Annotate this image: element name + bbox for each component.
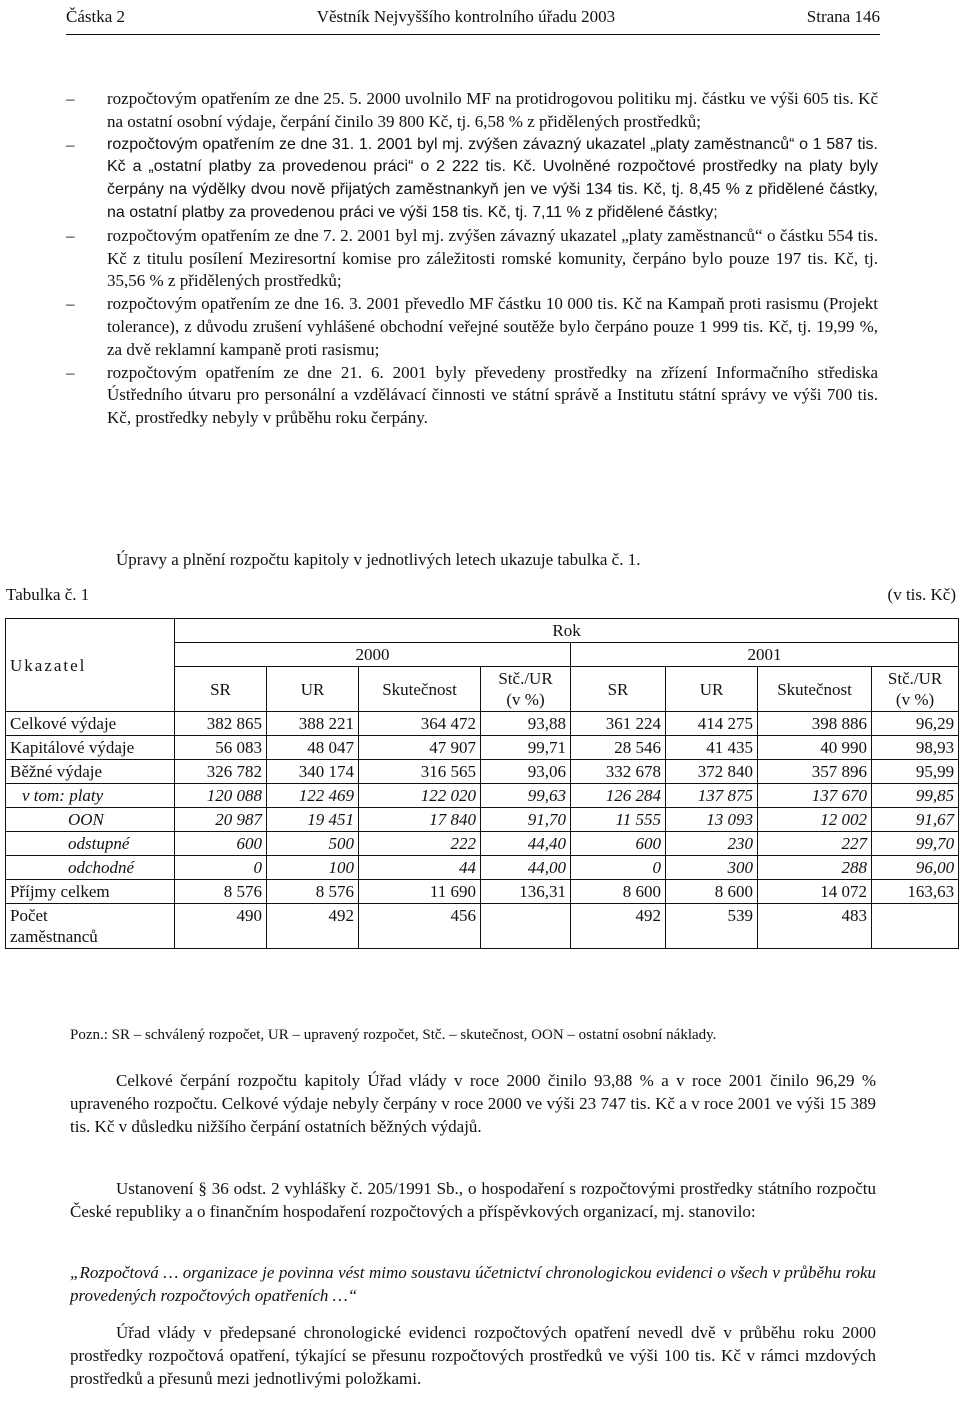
table-row — [6, 832, 959, 856]
table-cell: 122 469 — [267, 784, 359, 808]
table-row — [6, 784, 959, 808]
table-cell: 91,70 — [481, 808, 571, 832]
bullet-text: rozpočtovým opatřením ze dne 21. 6. 2001 byly převedeny prostředky na zřízení Informačního střediska Ústředního útvaru pro personální a vzdělávací činnosti ve státní správě a Institutu státní správy ve výši 700 tis. Kč, prostředky nebyly v průběhu roku čerpány. — [107, 362, 878, 428]
table-cell: 288 — [758, 856, 872, 880]
table-cell: 398 886 — [758, 712, 872, 736]
table-cell: 361 224 — [571, 712, 666, 736]
table-cell: 316 565 — [359, 760, 481, 784]
table-intro: Úpravy a plnění rozpočtu kapitoly v jednotlivých letech ukazuje tabulka č. 1. — [116, 550, 641, 569]
rok-header: Rok — [175, 619, 959, 643]
header-journal-title: Věstník Nejvyššího kontrolního úřadu 2003 — [316, 6, 616, 26]
col-header: UR — [666, 667, 758, 712]
table-row — [6, 712, 959, 736]
col-header: SR — [571, 667, 666, 712]
table-cell: 492 — [267, 904, 359, 949]
table-cell: 93,88 — [481, 712, 571, 736]
table-cell: 8 600 — [571, 880, 666, 904]
table-row — [6, 856, 959, 880]
table-cell: 41 435 — [666, 736, 758, 760]
table-cell: 136,31 — [481, 880, 571, 904]
col-header-pct: (v %) — [506, 690, 545, 709]
header-row-year-group — [6, 619, 959, 643]
row-label-text: zaměstnanců — [10, 927, 98, 946]
table-cell: 372 840 — [666, 760, 758, 784]
table-cell: 99,85 — [872, 784, 959, 808]
table-cell: 490 — [175, 904, 267, 949]
row-label — [6, 760, 175, 784]
table-title: Tabulka č. 1 — [6, 585, 90, 604]
row-label — [6, 832, 175, 856]
table-cell: 122 020 — [359, 784, 481, 808]
dash-marker: – — [66, 362, 75, 382]
table-cell: 13 093 — [666, 808, 758, 832]
page-header — [66, 0, 880, 35]
dash-marker: – — [66, 225, 75, 245]
table-cell: 600 — [175, 832, 267, 856]
row-label-text: Příjmy celkem — [10, 882, 110, 901]
row-label — [6, 784, 175, 808]
table-cell: 40 990 — [758, 736, 872, 760]
bullet-text: rozpočtovým opatřením ze dne 25. 5. 2000 uvolnilo MF na protidrogovou politiku mj. částku ve výši 605 tis. Kč na ostatní osobní výdaje, čerpání činilo 39 800 Kč, tj. 6,58 % z přidělených prostředků; — [107, 89, 878, 131]
table-cell: 364 472 — [359, 712, 481, 736]
bullet-item — [66, 293, 878, 361]
bullet-item — [66, 134, 878, 225]
row-label — [6, 712, 175, 736]
table-cell: 227 — [758, 832, 872, 856]
dash-marker: – — [66, 134, 75, 154]
paragraph: Ustanovení § 36 odst. 2 vyhlášky č. 205/1991 Sb., o hospodaření s rozpočtovými prostředky státního rozpočtu České republiky a o finančním hospodaření rozpočtových a příspěvkových organizací, mj. stanovilo: — [70, 1179, 876, 1221]
bullet-item — [66, 88, 878, 134]
table-cell: 600 — [571, 832, 666, 856]
table-cell: 44,00 — [481, 856, 571, 880]
bullet-item — [66, 362, 878, 430]
bullet-text: rozpočtovým opatřením ze dne 31. 1. 2001 byl mj. zvýšen závazný ukazatel „platy zaměstnanců“ o 1 587 tis. Kč a „ostatní platby za provedenou práci“ o 2 222 tis. Kč. Uvolněné rozpočtové prostředky na platy byly čerpány na výdělky dvou nově přijatých zaměstnankyň jen ve výši 134 tis. Kč, tj. 8,45 % z přidělené částky, na ostatní platby za provedenou práci ve výši 158 tis. Kč, tj. 7,11 % z přidělené částky; — [107, 135, 878, 221]
table-cell: 483 — [758, 904, 872, 949]
row-label-text: odchodné — [68, 858, 135, 877]
ukazatel-header: Ukazatel — [6, 619, 175, 712]
col-header — [481, 667, 571, 712]
table-cell: 28 546 — [571, 736, 666, 760]
row-label-text: Počet — [10, 906, 48, 925]
col-header: Skutečnost — [758, 667, 872, 712]
table-cell: 388 221 — [267, 712, 359, 736]
col-header: SR — [175, 667, 267, 712]
dash-marker: – — [66, 89, 75, 108]
paragraph: Celkové čerpání rozpočtu kapitoly Úřad vlády v roce 2000 činilo 93,88 % a v roce 2001 činilo 96,29 % upraveného rozpočtu. Celkové výdaje nebyly čerpány v roce 2000 ve výši 23 747 tis. Kč a v roce 2001 ve výši 15 389 tis. Kč v důsledku nižšího čerpání ostatních běžných výdajů. — [70, 1071, 876, 1136]
budget-table — [5, 618, 959, 949]
table-cell: 8 576 — [175, 880, 267, 904]
table-cell: 230 — [666, 832, 758, 856]
year-2001-header: 2001 — [571, 643, 959, 667]
table-cell: 492 — [571, 904, 666, 949]
row-label-text: odstupné — [68, 834, 130, 853]
table-cell: 98,93 — [872, 736, 959, 760]
table-cell: 19 451 — [267, 808, 359, 832]
row-label-text: Celkové výdaje — [10, 714, 117, 733]
table-cell: 91,67 — [872, 808, 959, 832]
row-label-text: OON — [68, 810, 104, 829]
table-cell: 222 — [359, 832, 481, 856]
table-cell: 96,29 — [872, 712, 959, 736]
table-cell — [481, 904, 571, 949]
col-header-pct: (v %) — [895, 690, 935, 709]
table-cell: 414 275 — [666, 712, 758, 736]
row-label-text: Kapitálové výdaje — [10, 738, 135, 757]
table-cell: 93,06 — [481, 760, 571, 784]
bullet-text: rozpočtovým opatřením ze dne 7. 2. 2001 byl mj. zvýšen závazný ukazatel „platy zaměstnanců“ o částku 554 tis. Kč z titulu posílení Meziresortní komise pro záležitosti romské komunity, čerpáno bylo pouze 197 tis. Kč, tj. 35,56 % z přidělených prostředků; — [107, 225, 878, 291]
table-cell: 44 — [359, 856, 481, 880]
table-cell: 0 — [175, 856, 267, 880]
table-cell: 539 — [666, 904, 758, 949]
row-label — [6, 880, 175, 904]
table-cell: 332 678 — [571, 760, 666, 784]
table-cell: 11 555 — [571, 808, 666, 832]
table-cell: 8 576 — [267, 880, 359, 904]
table-cell: 326 782 — [175, 760, 267, 784]
header-issue: Částka 2 — [66, 6, 126, 26]
col-header: UR — [267, 667, 359, 712]
table-cell: 0 — [571, 856, 666, 880]
bullet-item — [66, 225, 878, 293]
table-cell: 8 600 — [666, 880, 758, 904]
table-cell: 99,71 — [481, 736, 571, 760]
header-page-number: Strana 146 — [806, 6, 880, 26]
table-cell: 14 072 — [758, 880, 872, 904]
table-cell: 99,63 — [481, 784, 571, 808]
table-row — [6, 760, 959, 784]
table-cell: 126 284 — [571, 784, 666, 808]
table-row — [6, 880, 959, 904]
table-cell: 100 — [267, 856, 359, 880]
table-row — [6, 808, 959, 832]
col-header-label: Stč./UR — [887, 669, 943, 688]
table-cell: 96,00 — [872, 856, 959, 880]
table-body — [6, 619, 959, 949]
table-row — [6, 736, 959, 760]
col-header: Skutečnost — [359, 667, 481, 712]
row-label — [6, 808, 175, 832]
paragraph: Úřad vlády v předepsané chronologické evidenci rozpočtových opatření nevedl dvě v průběhu roku 2000 prostředky rozpočtová opatření, týkající se přesunu rozpočtových prostředků ve výši 100 tis. Kč v rámci mzdových prostředků a přesunů mezi jednotlivými položkami. — [70, 1323, 876, 1388]
col-header-label: Stč./UR — [498, 669, 553, 688]
row-label — [6, 736, 175, 760]
table-cell: 120 088 — [175, 784, 267, 808]
table-cell: 300 — [666, 856, 758, 880]
table-cell: 48 047 — [267, 736, 359, 760]
table-cell: 95,99 — [872, 760, 959, 784]
table-cell: 12 002 — [758, 808, 872, 832]
quote-paragraph: „Rozpočtová … organizace je povinna vést mimo soustavu účetnictví chronologickou evidenci o všech v průběhu roku provedených rozpočtových opatřeních …“ — [70, 1263, 876, 1305]
table-cell: 137 670 — [758, 784, 872, 808]
table-cell: 340 174 — [267, 760, 359, 784]
table-cell: 137 875 — [666, 784, 758, 808]
table-cell: 382 865 — [175, 712, 267, 736]
row-label — [6, 856, 175, 880]
row-label-text: Běžné výdaje — [10, 762, 103, 781]
year-2000-header: 2000 — [175, 643, 571, 667]
table-cell: 47 907 — [359, 736, 481, 760]
table-unit: (v tis. Kč) — [887, 585, 956, 604]
bullet-list — [66, 88, 878, 430]
table-cell: 163,63 — [872, 880, 959, 904]
col-header — [872, 667, 959, 712]
table-cell: 17 840 — [359, 808, 481, 832]
table-cell: 500 — [267, 832, 359, 856]
dash-marker: – — [66, 294, 75, 314]
table-cell: 456 — [359, 904, 481, 949]
table-cell: 99,70 — [872, 832, 959, 856]
table-cell — [872, 904, 959, 949]
table-row — [6, 904, 959, 949]
table-cell: 56 083 — [175, 736, 267, 760]
bullet-text: rozpočtovým opatřením ze dne 16. 3. 2001 převedlo MF částku 10 000 tis. Kč na Kampaň proti rasismu (Projekt tolerance), z důvodu zrušení vyhlášené obchodní veřejné soutěže bylo čerpáno pouze 1 999 tis. Kč, tj. 19,99 %, za dvě reklamní kampaně proti rasismu; — [107, 294, 878, 359]
table-cell: 357 896 — [758, 760, 872, 784]
row-label-text: v tom: platy — [22, 786, 104, 805]
table-note: Pozn.: SR – schválený rozpočet, UR – upravený rozpočet, Stč. – skutečnost, OON – ostatní osobní náklady. — [70, 1027, 717, 1043]
row-label — [6, 904, 175, 949]
table-cell: 44,40 — [481, 832, 571, 856]
table-cell: 11 690 — [359, 880, 481, 904]
table-cell: 20 987 — [175, 808, 267, 832]
